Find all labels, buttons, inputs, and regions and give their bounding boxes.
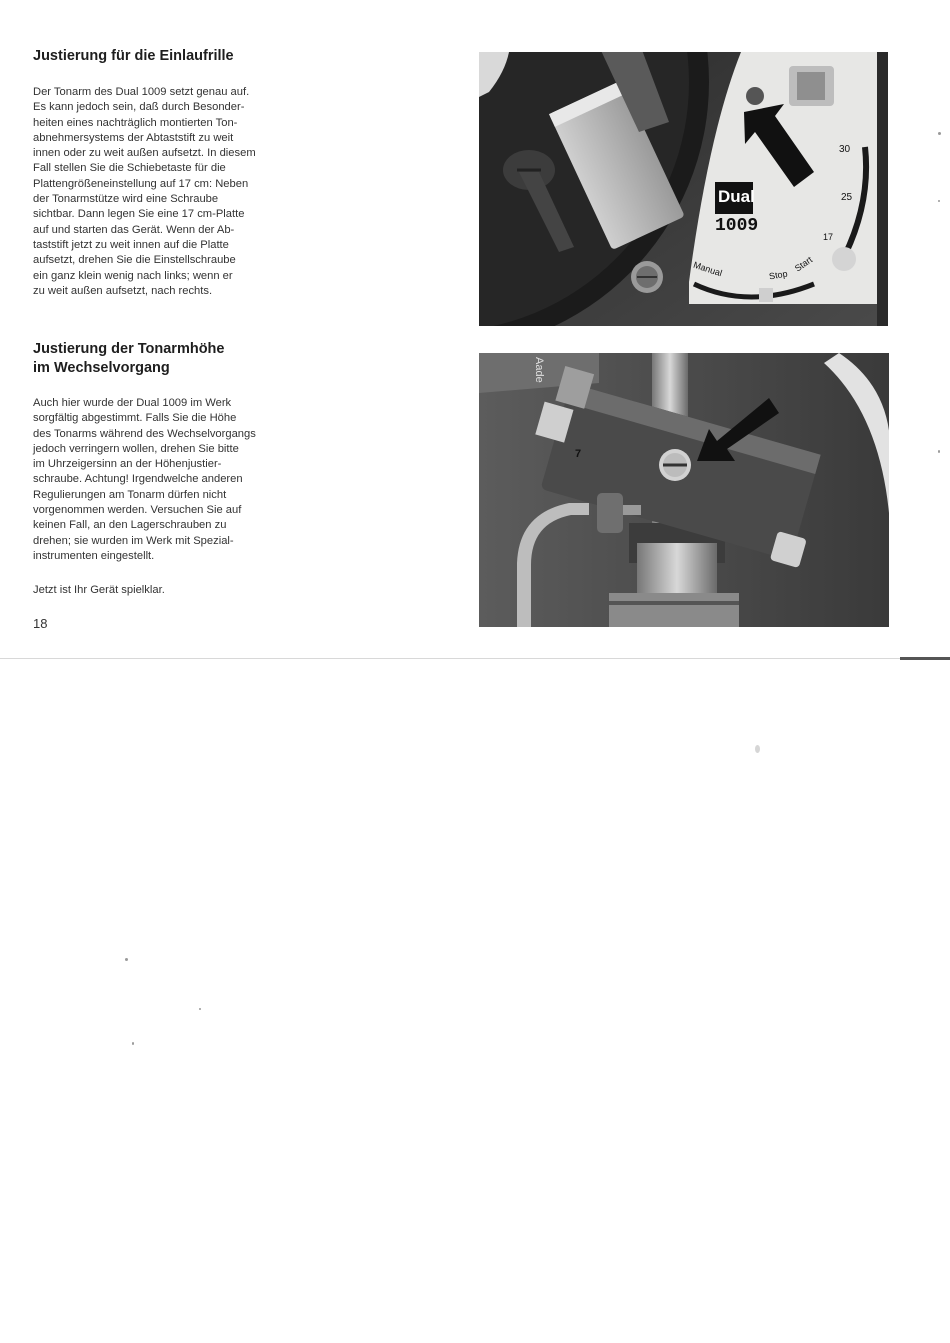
- photo-2-side-text: Aade: [533, 357, 545, 383]
- speck: [199, 1008, 201, 1010]
- section-2-body: Auch hier wurde der Dual 1009 im Werk sorgfältig abgestimmt. Falls Sie die Höhe des Tonarms während des Wechselvorgangs jedoch verringern wollen, drehen Sie bitte im Uhrzeigersinn an der Höhenjustier- schraube. Achtung! Irgendwelche anderen Regulierungen am Tonarm dürfen nicht vorgenommen werden. Versuchen Sie auf keinen Fall, an den Lagerschrauben zu drehen; sie wurden im Werk mit Spezial- instrumenten eingestellt.: [33, 397, 256, 562]
- speck: [755, 745, 760, 753]
- photo-1-label-start: Start: [792, 254, 815, 274]
- speck: [125, 958, 128, 961]
- photo-1-model: 1009: [715, 216, 759, 236]
- photo-2-dial-mark: 7: [575, 448, 582, 460]
- photo-1-brand: Dual: [718, 187, 755, 206]
- speck: [938, 450, 940, 453]
- closing-line: Jetzt ist Ihr Gerät spielklar.: [33, 584, 165, 596]
- photo-1-speed-25: 25: [841, 192, 853, 203]
- photo-1-speed-30: 30: [839, 144, 851, 155]
- section-1-heading: Justierung für die Einlaufrille: [33, 48, 234, 64]
- section-2-heading: Justierung der Tonarmhöhe im Wechselvorgang: [33, 341, 225, 376]
- speck: [132, 1042, 134, 1045]
- photo-1-speed-17: 17: [823, 232, 834, 242]
- photo-1-label-stop: Stop: [768, 268, 789, 282]
- speck: [938, 200, 940, 202]
- photo-turntable-control-panel: [479, 52, 888, 326]
- page-number: 18: [33, 616, 48, 631]
- photo-tonearm-height-screw: [479, 353, 889, 627]
- photo-1-label-manual: Manual: [692, 259, 724, 279]
- page-edge-shadow: [900, 657, 950, 660]
- speck: [938, 132, 941, 135]
- photo-2-illustration: [479, 353, 889, 627]
- photo-1-illustration: [479, 52, 888, 326]
- page-bottom-edge: [0, 658, 950, 659]
- section-1-body: Der Tonarm des Dual 1009 setzt genau auf. Es kann jedoch sein, daß durch Besonder- heiten eines nachträglich montierten Ton- abnehmersystems der Abtaststift zu weit innen oder zu weit außen aufsetzt. In diesem Fall stellen Sie die Schiebetaste für die Plattengrößeneinstellung auf 17 cm: Neben der Tonarmstütze wird eine Schraube sichtbar. Dann legen Sie eine 17 cm-Platte auf und starten das Gerät. Wenn der Ab- taststift jetzt zu weit innen auf die Platte aufsetzt, drehen Sie die Einstellschraube ein ganz klein wenig nach links; wenn er zu weit außen aufsetzt, nach rechts.: [33, 86, 256, 297]
